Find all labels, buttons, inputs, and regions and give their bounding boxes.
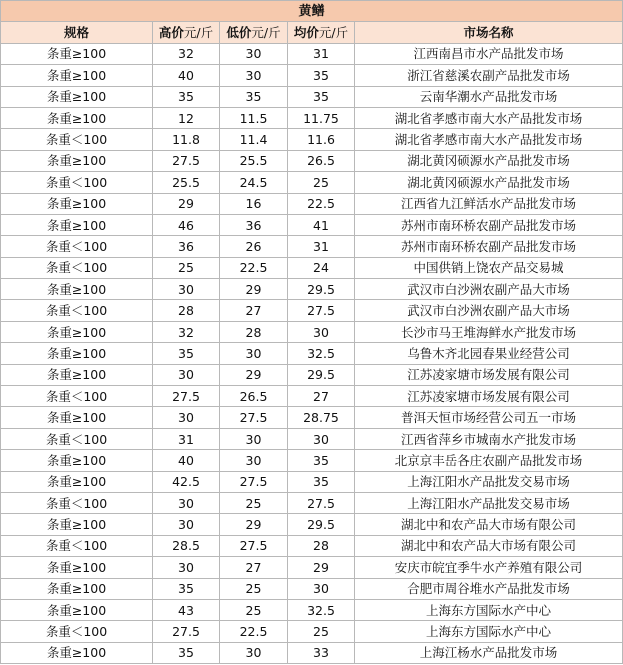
- cell-low: 28: [220, 321, 288, 342]
- table-row: [1, 471, 623, 492]
- cell-high: 30: [153, 364, 220, 385]
- cell-market: 上海江杨水产品批发市场: [355, 642, 623, 663]
- cell-low: 24.5: [220, 172, 288, 193]
- cell-low: 27.5: [220, 407, 288, 428]
- cell-low: 30: [220, 450, 288, 471]
- cell-spec: 条重≥100: [1, 214, 153, 235]
- cell-low: 30: [220, 343, 288, 364]
- cell-market: 合肥市周谷堆水产品批发市场: [355, 578, 623, 599]
- cell-spec: 条重＜100: [1, 428, 153, 449]
- cell-market: 江苏凌家塘市场发展有限公司: [355, 364, 623, 385]
- cell-avg: 29.5: [288, 279, 355, 300]
- cell-low: 26.5: [220, 386, 288, 407]
- cell-high: 35: [153, 578, 220, 599]
- cell-high: 35: [153, 642, 220, 663]
- cell-avg: 25: [288, 621, 355, 642]
- cell-avg: 35: [288, 65, 355, 86]
- table-row: [1, 193, 623, 214]
- table-row: [1, 514, 623, 535]
- cell-spec: 条重＜100: [1, 386, 153, 407]
- header-low-unit: 元/斤: [251, 25, 281, 41]
- table-row: [1, 279, 623, 300]
- cell-spec: 条重＜100: [1, 236, 153, 257]
- cell-spec: 条重≥100: [1, 364, 153, 385]
- table-body: [1, 43, 623, 663]
- cell-low: 25: [220, 599, 288, 620]
- cell-market: 上海东方国际水产中心: [355, 599, 623, 620]
- cell-spec: 条重≥100: [1, 642, 153, 663]
- cell-market: 江苏凌家塘市场发展有限公司: [355, 386, 623, 407]
- cell-spec: 条重≥100: [1, 471, 153, 492]
- cell-market: 湖北中和农产品大市场有限公司: [355, 535, 623, 556]
- cell-low: 30: [220, 65, 288, 86]
- table-row: [1, 428, 623, 449]
- cell-high: 12: [153, 107, 220, 128]
- cell-spec: 条重≥100: [1, 193, 153, 214]
- cell-market: 乌鲁木齐北园春果业经营公司: [355, 343, 623, 364]
- cell-avg: 35: [288, 471, 355, 492]
- cell-avg: 27: [288, 386, 355, 407]
- cell-avg: 25: [288, 172, 355, 193]
- cell-avg: 24: [288, 257, 355, 278]
- cell-market: 江西南昌市水产品批发市场: [355, 43, 623, 64]
- cell-market: 上海江阳水产品批发交易市场: [355, 492, 623, 513]
- cell-avg: 29: [288, 557, 355, 578]
- cell-spec: 条重≥100: [1, 343, 153, 364]
- header-avg-label: 均价: [293, 25, 319, 41]
- cell-spec: 条重≥100: [1, 514, 153, 535]
- cell-avg: 28: [288, 535, 355, 556]
- header-low: [220, 22, 288, 43]
- table-row: [1, 621, 623, 642]
- table-title: 黄鳝: [1, 1, 623, 22]
- table-row: [1, 492, 623, 513]
- header-low-label: 低价: [226, 25, 252, 41]
- cell-market: 长沙市马王堆海鲜水产批发市场: [355, 321, 623, 342]
- cell-high: 11.8: [153, 129, 220, 150]
- cell-high: 27.5: [153, 386, 220, 407]
- cell-low: 30: [220, 428, 288, 449]
- cell-low: 30: [220, 43, 288, 64]
- cell-high: 32: [153, 321, 220, 342]
- cell-low: 16: [220, 193, 288, 214]
- cell-market: 湖北省孝感市南大水产品批发市场: [355, 129, 623, 150]
- cell-spec: 条重＜100: [1, 172, 153, 193]
- table-row: [1, 150, 623, 171]
- cell-avg: 11.6: [288, 129, 355, 150]
- table-row: [1, 107, 623, 128]
- table-row: [1, 321, 623, 342]
- cell-avg: 27.5: [288, 300, 355, 321]
- cell-avg: 30: [288, 578, 355, 599]
- table-row: [1, 599, 623, 620]
- cell-spec: 条重＜100: [1, 621, 153, 642]
- cell-low: 29: [220, 514, 288, 535]
- table-row: [1, 43, 623, 64]
- cell-avg: 28.75: [288, 407, 355, 428]
- cell-spec: 条重≥100: [1, 578, 153, 599]
- cell-avg: 30: [288, 321, 355, 342]
- cell-avg: 22.5: [288, 193, 355, 214]
- cell-spec: 条重＜100: [1, 492, 153, 513]
- cell-spec: 条重≥100: [1, 150, 153, 171]
- cell-high: 30: [153, 492, 220, 513]
- cell-avg: 30: [288, 428, 355, 449]
- cell-high: 30: [153, 557, 220, 578]
- cell-avg: 26.5: [288, 150, 355, 171]
- header-high-label: 高价: [158, 25, 184, 41]
- cell-avg: 35: [288, 86, 355, 107]
- cell-spec: 条重＜100: [1, 257, 153, 278]
- cell-low: 29: [220, 364, 288, 385]
- cell-spec: 条重≥100: [1, 450, 153, 471]
- table-row: [1, 129, 623, 150]
- header-spec: 规格: [1, 22, 153, 43]
- cell-avg: 33: [288, 642, 355, 663]
- header-row: [1, 22, 623, 43]
- cell-market: 普洱天恒市场经营公司五一市场: [355, 407, 623, 428]
- cell-spec: 条重＜100: [1, 300, 153, 321]
- cell-low: 27: [220, 557, 288, 578]
- cell-high: 27.5: [153, 621, 220, 642]
- cell-low: 11.4: [220, 129, 288, 150]
- table-row: [1, 407, 623, 428]
- cell-high: 40: [153, 65, 220, 86]
- cell-high: 28.5: [153, 535, 220, 556]
- cell-avg: 27.5: [288, 492, 355, 513]
- cell-high: 30: [153, 514, 220, 535]
- header-high-unit: 元/斤: [183, 25, 214, 41]
- table-row: [1, 172, 623, 193]
- cell-market: 武汉市白沙洲农副产品大市场: [355, 300, 623, 321]
- cell-spec: 条重≥100: [1, 43, 153, 64]
- cell-market: 湖北中和农产品大市场有限公司: [355, 514, 623, 535]
- cell-high: 25: [153, 257, 220, 278]
- table-row: [1, 65, 623, 86]
- cell-avg: 41: [288, 214, 355, 235]
- table-row: [1, 535, 623, 556]
- cell-avg: 31: [288, 236, 355, 257]
- cell-avg: 11.75: [288, 107, 355, 128]
- cell-low: 29: [220, 279, 288, 300]
- cell-market: 苏州市南环桥农副产品批发市场: [355, 214, 623, 235]
- cell-high: 25.5: [153, 172, 220, 193]
- cell-market: 湖北黄冈硕源水产品批发市场: [355, 172, 623, 193]
- cell-high: 42.5: [153, 471, 220, 492]
- table-row: [1, 236, 623, 257]
- table-row: [1, 86, 623, 107]
- header-market: 市场名称: [355, 22, 623, 43]
- cell-market: 湖北省孝感市南大水产品批发市场: [355, 107, 623, 128]
- cell-avg: 29.5: [288, 514, 355, 535]
- header-avg-unit: 元/斤: [318, 25, 349, 41]
- cell-high: 32: [153, 43, 220, 64]
- cell-avg: 31: [288, 43, 355, 64]
- table-row: [1, 642, 623, 663]
- table-row: [1, 257, 623, 278]
- table-row: [1, 578, 623, 599]
- cell-avg: 35: [288, 450, 355, 471]
- cell-low: 36: [220, 214, 288, 235]
- cell-low: 26: [220, 236, 288, 257]
- cell-spec: 条重≥100: [1, 86, 153, 107]
- cell-market: 江西省九江鲜活水产品批发市场: [355, 193, 623, 214]
- table-row: [1, 557, 623, 578]
- cell-low: 27.5: [220, 535, 288, 556]
- cell-market: 安庆市皖宜季牛水产养殖有限公司: [355, 557, 623, 578]
- cell-high: 27.5: [153, 150, 220, 171]
- cell-avg: 32.5: [288, 343, 355, 364]
- cell-high: 46: [153, 214, 220, 235]
- cell-spec: 条重≥100: [1, 107, 153, 128]
- cell-high: 35: [153, 343, 220, 364]
- cell-low: 30: [220, 642, 288, 663]
- table-row: [1, 214, 623, 235]
- cell-spec: 条重≥100: [1, 557, 153, 578]
- cell-market: 武汉市白沙洲农副产品大市场: [355, 279, 623, 300]
- cell-high: 36: [153, 236, 220, 257]
- cell-high: 28: [153, 300, 220, 321]
- cell-low: 22.5: [220, 257, 288, 278]
- cell-spec: 条重≥100: [1, 407, 153, 428]
- header-high: [153, 22, 220, 43]
- cell-high: 43: [153, 599, 220, 620]
- cell-low: 25: [220, 492, 288, 513]
- cell-low: 25: [220, 578, 288, 599]
- cell-market: 云南华潮水产品批发市场: [355, 86, 623, 107]
- cell-high: 30: [153, 279, 220, 300]
- cell-market: 江西省萍乡市城南水产批发市场: [355, 428, 623, 449]
- cell-spec: 条重≥100: [1, 321, 153, 342]
- cell-market: 北京京丰岳各庄农副产品批发市场: [355, 450, 623, 471]
- cell-spec: 条重＜100: [1, 535, 153, 556]
- cell-low: 25.5: [220, 150, 288, 171]
- cell-high: 29: [153, 193, 220, 214]
- cell-market: 上海江阳水产品批发交易市场: [355, 471, 623, 492]
- cell-market: 中国供销上饶农产品交易城: [355, 257, 623, 278]
- header-avg: [288, 22, 355, 43]
- cell-spec: 条重≥100: [1, 279, 153, 300]
- cell-high: 31: [153, 428, 220, 449]
- table-row: [1, 364, 623, 385]
- cell-low: 27: [220, 300, 288, 321]
- cell-market: 苏州市南环桥农副产品批发市场: [355, 236, 623, 257]
- cell-spec: 条重＜100: [1, 129, 153, 150]
- cell-high: 30: [153, 407, 220, 428]
- cell-spec: 条重≥100: [1, 599, 153, 620]
- cell-low: 22.5: [220, 621, 288, 642]
- table-row: [1, 386, 623, 407]
- cell-avg: 29.5: [288, 364, 355, 385]
- cell-high: 35: [153, 86, 220, 107]
- cell-low: 35: [220, 86, 288, 107]
- cell-market: 浙江省慈溪农副产品批发市场: [355, 65, 623, 86]
- cell-spec: 条重≥100: [1, 65, 153, 86]
- cell-high: 40: [153, 450, 220, 471]
- table-row: [1, 343, 623, 364]
- table-row: [1, 300, 623, 321]
- cell-avg: 32.5: [288, 599, 355, 620]
- cell-market: 湖北黄冈硕源水产品批发市场: [355, 150, 623, 171]
- cell-market: 上海东方国际水产中心: [355, 621, 623, 642]
- table-row: [1, 450, 623, 471]
- title-row: [1, 1, 623, 22]
- cell-low: 27.5: [220, 471, 288, 492]
- cell-low: 11.5: [220, 107, 288, 128]
